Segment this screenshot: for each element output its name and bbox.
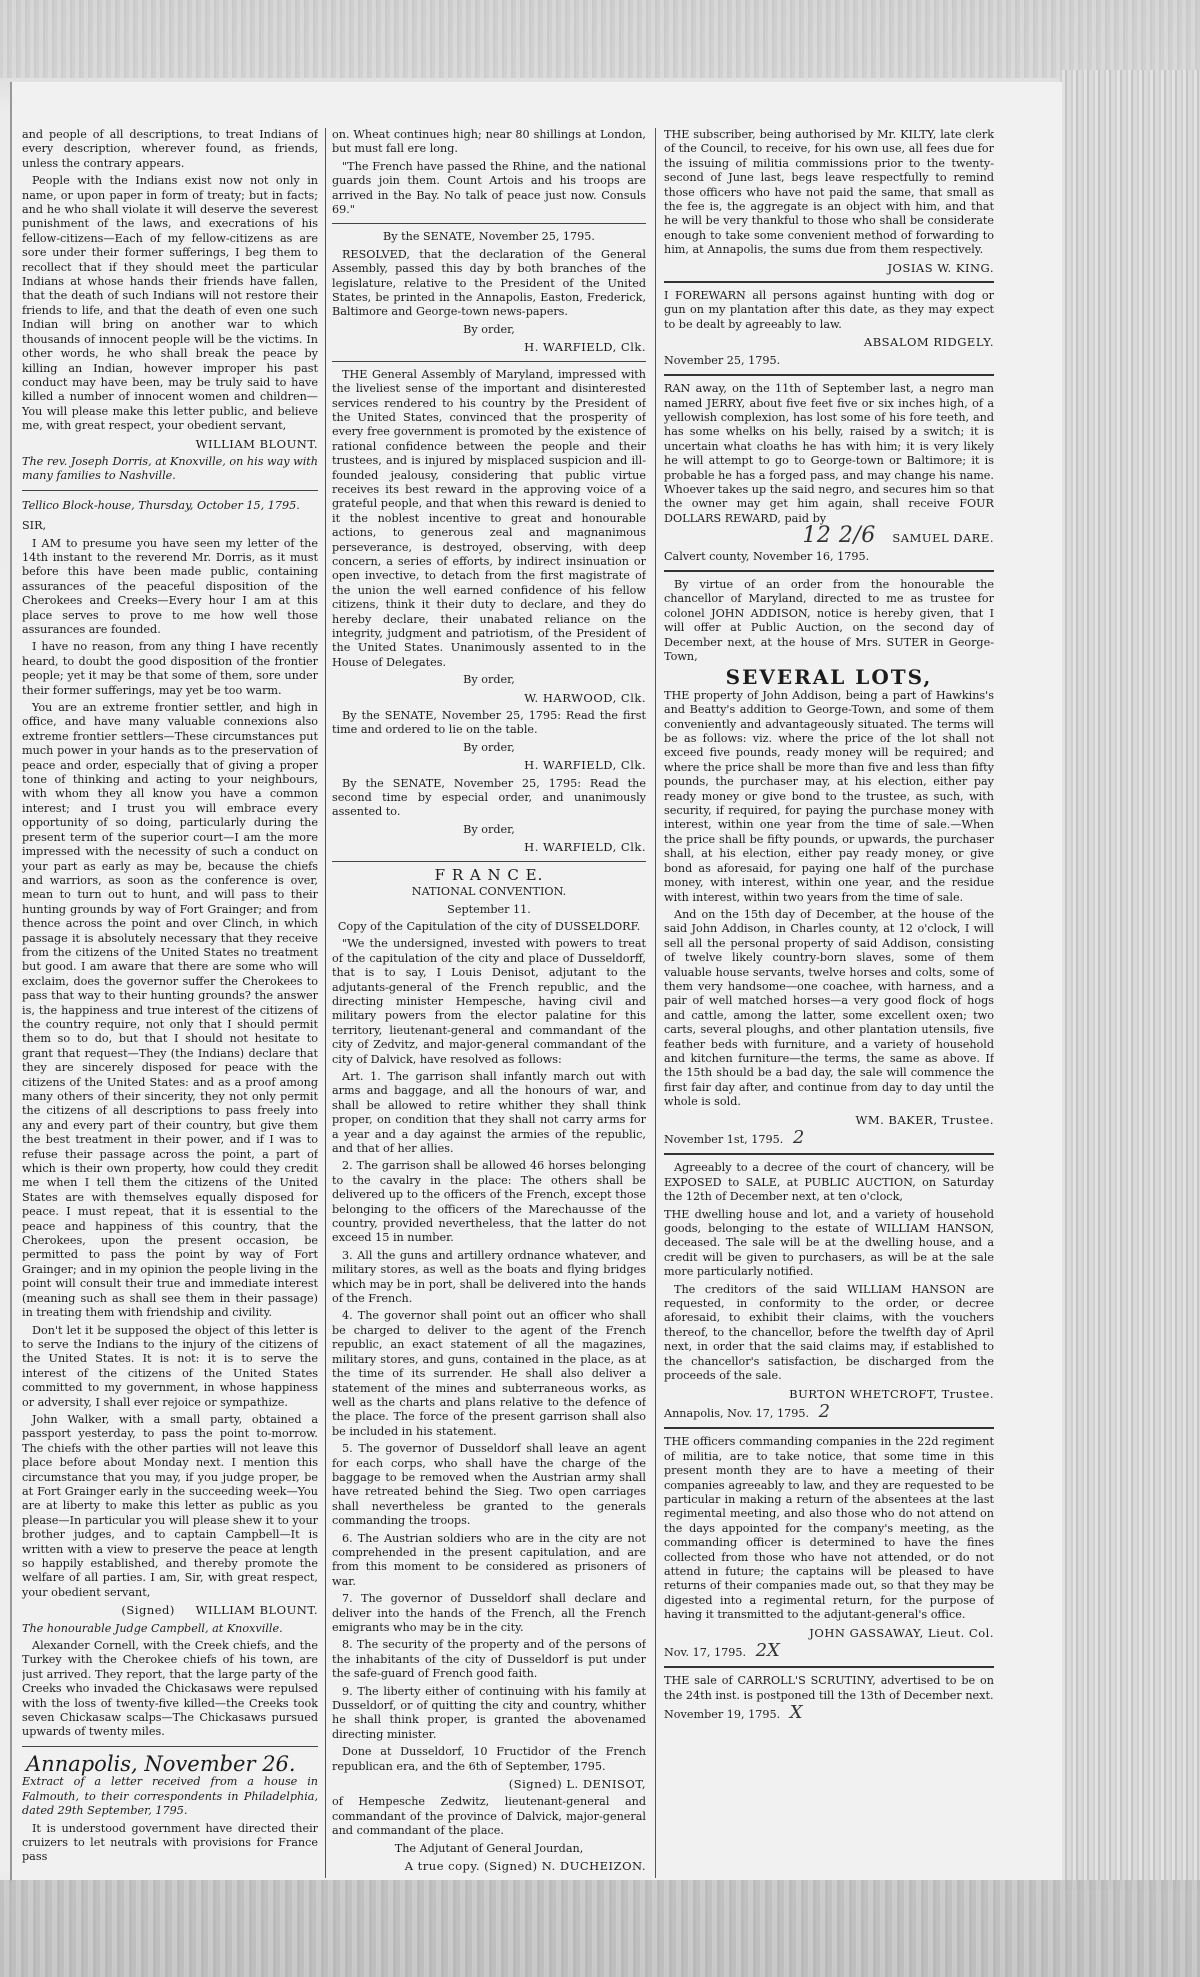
clerk-signature: H. WARFIELD, Clk. [524, 340, 646, 355]
ducheizon-signature: A true copy. (Signed) N. DUCHEIZON. [404, 1859, 646, 1874]
column-1 [22, 128, 318, 1880]
column-rule-1 [325, 128, 326, 1878]
c1-address: The honourable Judge Campbell, at Knoxville. [22, 1621, 283, 1635]
clerk-signature: H. WARFIELD, Clk. [524, 758, 646, 773]
by-order: By order, [463, 322, 515, 336]
signed-name: WILLIAM BLOUNT. [195, 1603, 318, 1618]
c1-paragraph: You are an extreme frontier settler, and high in office, and have many valuable connexions also extreme frontier settlers—These circumstances put much power in your hands as to the preservation of peace and order, especially that of giving a proper tone of thinking and acting to your neighbours, with whom they all know you have a common interest; and I trust you will embrace every opportunity of so doing, particularly during the present term of the superior court—I am the more impressed with the necessity of such a conduct on your part as early as may be, because the chiefs and warriors, as soon as the conference is over, mean to turn out to hunt, and will pass to their hunting grounds by way of Fort Grainger; and from thence across the point and over Clinch, in which passage it is absolutely necessary that they receive from the citizens of the United States no treatment but good. I am aware that there are some who will exclaim, does the governor suffer the Cherokees to pass that way to their hunting grounds? the answer is, the happiness and true interest of the citizens of the country require, not only that I should permit them so to do, but that I should not hesitate to grant that request—They (the Indians) declare that they are sincerely disposed for peace with the citizens of the United States: and as a proof among many others of their sincerity, they not only permit the citizens of all descriptions to pass freely into any and every part of their country, but give them the best treatment in their power, and if I was to refuse their passage across the point, a part of which is their own property, how could they credit me when I tell them the citizens of the United States are with themselves equally disposed for peace. I must repeat, that it is essential to the peace and happiness of this country, that the Cherokees, upon the present occasion, be permitted to pass the point by way of Fort Grainger; and in my opinion the people living in the point will consult their true and immediate interest (meaning such as shall see them in their passage) in treating them with friendship and civility. [22, 701, 318, 1320]
handwritten-mark: X [789, 1702, 803, 1724]
c1-paragraph: I have no reason, from any thing I have recently heard, to doubt the good disposition of the frontier people; yet it may be that some of them, sore under their former sufferings, may yet be too warm. [22, 640, 318, 697]
ad-runaway: RAN away, on the 11th of September last, a negro man named JERRY, about five feet five or six inches high, of a yellowish complexion, has lost some of his fore teeth, and has some whelks on his belly, raised by a switch; it is uncertain what cloaths he has with him; it is very likely he will attempt to go to George-town or Baltimore; it is probable he has a forged pass, and may change his name. Whoever takes up the said negro, and secures him so that the owner may get him again, shall receive FOUR DOLLARS REWARD, paid by [664, 382, 994, 525]
date-baker [664, 1127, 994, 1148]
c2-senate-note: By the SENATE, November 25, 1795: Read the first time and ordered to lie on the table. [332, 709, 646, 737]
date-whetcroft-text: Annapolis, Nov. 17, 1795. [664, 1406, 810, 1420]
column-rule-2 [655, 128, 656, 1878]
c2-assembly: THE General Assembly of Maryland, impressed with the liveliest sense of the important and disinterested services rendered to his country by the President of the United States, convinced that the prosperity of every free government is promoted by the existence of rational confidence between the people and their trustees, and is injured by misplaced suspicion and ill-founded jealousy, considering that public virtue receives its best reward in the approving voice of a grateful people, and that when this reward is denied to it the noblest incentive to great and honourable actions, to generous zeal and magnanimous perseverance, is destroyed, observing, with deep concern, a series of efforts, by indirect insinuation or open invective, to detach from the first magistrate of the union the well earned confidence of his fellow citizens, think it their duty to declare, and they do hereby declare, their unabated reliance on the integrity, judgment and patriotism, of the President of the United States. Unanimously assented to in the House of Delegates. [332, 367, 646, 669]
date-dare: Calvert county, November 16, 1795. [664, 549, 870, 563]
ad-forewarn: I FOREWARN all persons against hunting with dog or gun on my plantation after this date, as they may expect to be dealt by agreeably to law. [664, 289, 994, 331]
date-gassaway-text: Nov. 17, 1795. [664, 1646, 747, 1659]
convention-heading: NATIONAL CONVENTION. [411, 885, 567, 899]
divider [664, 281, 994, 283]
capitulation-title: Copy of the Capitulation of the city of DUSSELDORF. [337, 919, 641, 933]
date-line: September 11. [447, 902, 531, 916]
signature-baker: WM. BAKER, Trustee. [855, 1112, 994, 1127]
c2-article: 2. The garrison shall be allowed 46 horses belonging to the cavalry in the place: The others shall be delivered up to the officers of the French, except those belonging to the officers of the Marechausse of the country, provided nevertheless, that the latter do not exceed 15 in number. [332, 1159, 646, 1245]
c1-address: The rev. Joseph Dorris, at Knoxville, on his way with many families to Nashville. [22, 454, 318, 483]
ad-carroll: THE sale of CARROLL'S SCRUTINY, advertised to be on the 24th inst. is postponed till the 13th of December next. [664, 1674, 994, 1702]
ad-officers: THE officers commanding companies in the 22d regiment of militia, are to take notice, that some time in this present month they are to have a meeting of their companies agreeably to law, and they are requested to be particular in making a return of the absentees at the last regimental meeting, and also those who do not attend on the days appointed for the company's meeting, as the commanding officer is determined to have the fines collected from those who have not attended, or do not attend in future; the captains will be pleased to have returns of their companies made out, so that they may be digested into a regimental return, for the purpose of having it transmitted to the adjutant-general's office. [664, 1435, 994, 1622]
date-whetcroft [664, 1400, 994, 1422]
c2-article: 6. The Austrian soldiers who are in the city are not comprehended in the present capitulation, and are from this moment to be considered as prisoners of war. [332, 1531, 646, 1588]
denisot-signature: (Signed) L. DENISOT, [508, 1777, 646, 1792]
by-order: By order, [463, 673, 515, 687]
date-baker-text: November 1st, 1795. [664, 1133, 784, 1146]
divider [332, 223, 646, 224]
dare-name: SAMUEL DARE. [892, 531, 994, 546]
senate-heading: By the SENATE, November 25, 1795. [383, 230, 595, 244]
divider [332, 861, 646, 862]
c1-salutation: SIR, [22, 519, 47, 533]
divider [332, 361, 646, 362]
date-ridgely: November 25, 1795. [664, 353, 781, 367]
c2-article: 9. The liberty either of continuing with his family at Dusseldorf, or of quitting the city and country, whither he shall think proper, is granted the abovenamed directing minister. [332, 1684, 646, 1741]
handwritten-mark: 2 [818, 1400, 831, 1422]
c2-article: 3. All the guns and artillery ordnance whatever, and military stores, as well as the boats and flying bridges which may be in port, shall be delivered into the hands of the French. [332, 1248, 646, 1306]
signature-gassaway: JOHN GASSAWAY, Lieut. Col. [809, 1625, 994, 1640]
c1-paragraph: Don't let it be supposed the object of this letter is to serve the Indians to the injury of the citizens of the United States. It is not: it is to serve the interest of the citizens of the United States committed to my government, in whose happiness or adversity, I shall ever rejoice or sympathize. [22, 1323, 318, 1409]
signature-dare [664, 523, 994, 549]
several-lots-heading: SEVERAL LOTS, [725, 665, 933, 690]
c1-paragraph: People with the Indians exist now not only in name, or upon paper in form of treaty; but in facts; and he who shall violate it will deserve the severest punishment of the laws, and execrations of his fellow-citizens—Each of my fellow-citizens as are sore under their former sufferings, I beg them to recollect that if they should meet the particular Indians at whose hands their friends have fallen, that the death of such Indians will not restore their friends to life, and that the death of even one such Indian will bring on another war to which thousands of innocent people will be the victims. In other words, he who shall break the peace by killing an Indian, however improper his past conduct may have been, may be truly said to have killed a number of innocent women and children—You will please make this letter public, and believe me, with great respect, your obedient servant, [22, 174, 318, 433]
c2-article: 5. The governor of Dusseldorf shall leave an agent for each corps, who shall have the charge of the baggage to be removed when the Austrian army shall have retreated behind the Sieg. Two open carriages shall nevertheless be granted to the generals commanding the troops. [332, 1442, 646, 1528]
ad-lots-2: And on the 15th day of December, at the house of the said John Addison, in Charles county, at 12 o'clock, I will sell all the personal property of said Addison, consisting of twelve likely country-born slaves, some of them valuable house servants, twelve horses and colts, some of them very handsome—one coachee, with harness, and a pair of well matched horses—a very good flock of hogs and cattle, among the latter, some excellent oxen; two carts, several ploughs, and other plantation utensils, five feather beds with furniture, and a variety of household and kitchen furniture—the terms, the same as above. If the 15th should be a bad day, the sale will commence the first fair day after, and continue from day to day until the whole is sold. [664, 907, 994, 1109]
scan-top-margin [0, 0, 1200, 78]
c2-article: Art. 1. The garrison shall infantly march out with arms and baggage, and all the honours of war, and shall be allowed to retire whither they shall think proper, on condition that they shall not carry arms for a year and a day against the armies of the republic, and that of her allies. [332, 1069, 646, 1155]
clerk-signature: W. HARWOOD, Clk. [524, 690, 646, 705]
divider [664, 374, 994, 376]
by-order: By order, [463, 822, 515, 836]
c2-paragraph: "We the undersigned, invested with powers to treat of the capitulation of the city and place of Dusseldorff, that is to say, I Louis Denisot, adjutant to the adjutants-general of the French republic, and the directing minister Hempesche, having civil and military powers from the elector palatine for this territory, lieutenant-general and commandant of the city of Zedvitz, and major-general commandant of the city of Dalvick, have resolved as follows: [332, 937, 646, 1066]
c1-paragraph: It is understood government have directed their cruizers to let neutrals with provisions for France pass [22, 1821, 318, 1864]
c2-article: 4. The governor shall point out an officer who shall be charged to deliver to the agent of the French republic, an exact statement of all the magazines, military stores, and guns, contained in the place, as at the time of its surrender. He shall also deliver a statement of the mines and subterraneous works, as well as the charts and plans relative to the defence of the place. The force of the present garrison shall also be included in his statement. [332, 1309, 646, 1438]
divider [664, 1666, 994, 1668]
signature-blount-1: WILLIAM BLOUNT. [195, 436, 318, 451]
c2-hempesche: of Hempesche Zedwitz, lieutenant-general and commandant of the province of Dalvick, major-general and commandant of the place. [332, 1795, 646, 1838]
adjutant-line: The Adjutant of General Jourdan, [394, 1841, 584, 1855]
c1-paragraph: Alexander Cornell, with the Creek chiefs, and the Turkey with the Cherokee chiefs of his town, are just arrived. They report, that the large party of the Creeks who invaded the Chickasaws were repulsed with the loss of twenty-five killed—the Creeks took seven Chickasaw scalps—The Chickasaws pursued upwards of twenty miles. [22, 1639, 318, 1739]
ad-chancery: Agreeably to a decree of the court of chancery, will be EXPOSED to SALE, at PUBLIC AUCTION, on Saturday the 12th of December next, at ten o'clock, [664, 1161, 994, 1204]
c1-extract: Extract of a letter received from a house in Falmouth, to their correspondents in Philadelphia, dated 29th September, 1795. [22, 1775, 318, 1818]
scan-bottom-margin [0, 1880, 1200, 1977]
c1-dateline: Tellico Block-house, Thursday, October 15, 1795. [22, 498, 300, 512]
c2-done: Done at Dusseldorf, 10 Fructidor of the French republican era, and the 6th of September, 1795. [332, 1745, 646, 1773]
c2-paragraph: on. Wheat continues high; near 80 shillings at London, but must fall ere long. [332, 128, 646, 156]
ad-chancellor: By virtue of an order from the honourable the chancellor of Maryland, directed to me as trustee for colonel JOHN ADDISON, notice is hereby given, that I will offer at Public Auction, on the second day of December next, at the house of Mrs. SUTER in George-Town, [664, 577, 994, 663]
c2-article: 7. The governor of Dusseldorf shall declare and deliver into the hands of the French, all the French emigrants who may be in the city. [332, 1592, 646, 1634]
c2-resolved: RESOLVED, that the declaration of the General Assembly, passed this day by both branches of the legislature, relative to the President of the United States, be printed in the Annapolis, Easton, Frederick, Baltimore and George-town news-papers. [332, 247, 646, 319]
ad-creditors: The creditors of the said WILLIAM HANSON are requested, in conformity to the order, or decree aforesaid, to exhibit their claims, with the vouchers thereof, to the chancellor, before the twelfth day of April next, in order that the said claims may, if established to the chancellor's satisfaction, be discharged from the proceeds of the sale. [664, 1282, 994, 1383]
column-2 [332, 128, 646, 1880]
c2-article: 8. The security of the property and of the persons of the inhabitants of the city of Dusseldorf is put under the safe-guard of French good faith. [332, 1638, 646, 1681]
signed-prefix: (Signed) [121, 1603, 175, 1618]
date-gassaway [664, 1640, 994, 1661]
divider [664, 570, 994, 572]
column-3 [664, 128, 994, 1880]
c1-paragraph: and people of all descriptions, to treat Indians of every description, wherever found, as friends, unless the contrary appears. [22, 128, 318, 170]
ad-lots: THE property of John Addison, being a part of Hawkins's and Beatty's addition to George-Town, and some of them conveniently and advantageously situated. The terms will be as follows: viz. where the price of the lot shall not exceed five pounds, ready money will be required; and where the price shall be more than five and less than fifty pounds, the purchaser may, at his election, either pay ready money or give bond to the trustee, as such, with security, if required, for paying the purchase money with interest, within one year from the time of sale.—When the price shall be fifty pounds, or upwards, the purchaser shall, at his election, either pay ready money, or give bond as aforesaid, for paying one half of the purchase money, with interest, within one year, and the residue with interest, within two years from the time of sale. [664, 688, 994, 904]
c1-paragraph: I AM to presume you have seen my letter of the 14th instant to the reverend Mr. Dorris, as it must before this have been made public, containing assurances of the peaceful disposition of the Cherokees and Creeks—Every hour I am at this place serves to prove to me how well those assurances are founded. [22, 536, 318, 636]
handwritten-mark: 2X [755, 1640, 780, 1661]
page-fold-edge [1060, 70, 1200, 1890]
by-order: By order, [463, 740, 515, 754]
ad-hanson: THE dwelling house and lot, and a variety of household goods, belonging to the estate of WILLIAM HANSON, deceased. The sale will be at the dwelling house, and a credit will be given to purchasers, as will be at the sale more particularly notified. [664, 1207, 994, 1279]
c2-paragraph: "The French have passed the Rhine, and the national guards join them. Count Artois and his troops are arrived in the Bay. No talk of peace just now. Consuls 69." [332, 159, 646, 217]
clerk-signature: H. WARFIELD, Clk. [524, 840, 646, 855]
signature-ridgely: ABSALOM RIDGELY. [863, 335, 994, 350]
annapolis-heading: Annapolis, November 26. [26, 1751, 296, 1776]
handwritten-amount: 12 2/6 [802, 523, 876, 549]
divider [22, 490, 318, 491]
date-carroll-text: November 19, 1795. [664, 1708, 781, 1722]
c2-senate-note: By the SENATE, November 25, 1795: Read the second time by especial order, and unanimously assented to. [332, 776, 646, 819]
signature-blount-2 [22, 1603, 318, 1617]
divider [664, 1153, 994, 1155]
signature-king: JOSIAS W. KING. [887, 260, 994, 275]
date-carroll [664, 1702, 994, 1724]
c1-paragraph: John Walker, with a small party, obtained a passport yesterday, to pass the point to-morrow. The chiefs with the other parties will not leave this place before about Monday next. I mention this circumstance that you may, if you judge proper, be at Fort Grainger early in the succeeding week—You are at liberty to make this letter as public as you please—In particular you will please shew it to your brother judges, and to captain Campbell—It is written with a view to preserve the peace at length so happily established, and thereby promote the welfare of all parties. I am, Sir, with great respect, your obedient servant, [22, 1412, 318, 1599]
ad-kilty-text: THE subscriber, being authorised by Mr. KILTY, late clerk of the Council, to receive, for his own use, all fees due for the issuing of militia commissions prior to the twenty-second of June last, begs leave respectfully to remind those officers who have not paid the same, that small as the fee is, the aggregate is an object with him, and that he will be very thankful to those who shall be considerate enough to take some convenient method of forwarding to him, at Annapolis, the sums due from them respectively. [664, 128, 994, 257]
signature-whetcroft: BURTON WHETCROFT, Trustee. [789, 1386, 994, 1401]
handwritten-mark: 2 [792, 1127, 805, 1148]
divider [22, 1746, 318, 1747]
divider [664, 1427, 994, 1429]
ad-kilty [664, 128, 994, 258]
france-heading: F R A N C E. [434, 865, 544, 884]
